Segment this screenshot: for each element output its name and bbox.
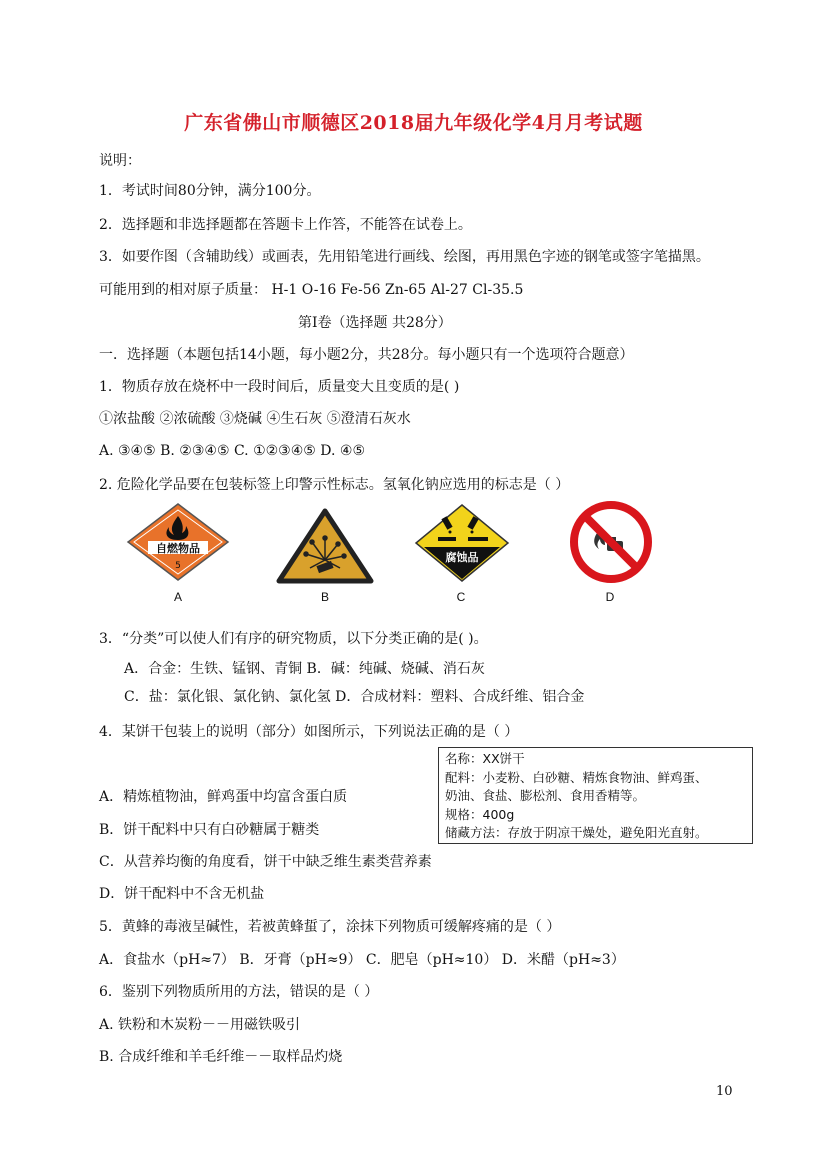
- q4-option-a: A．精炼植物油，鲜鸡蛋中均富含蛋白质: [99, 789, 348, 805]
- document-title: 广东省佛山市顺德区2018届九年级化学4月月考试题: [184, 112, 643, 134]
- sign-b-label: B: [320, 590, 329, 604]
- instruction-2: 2．选择题和非选择题都在答题卡上作答，不能答在试卷上。: [99, 217, 472, 233]
- sign-a-class: 5: [175, 561, 181, 571]
- label-line-2: 配料：小麦粉、白砂糖、精炼食物油、鲜鸡蛋、: [445, 769, 708, 785]
- label-line-1: 名称：XX饼干: [445, 751, 525, 766]
- q4-stem: 4．某饼干包装上的说明（部分）如图所示，下列说法正确的是（ ）: [99, 724, 519, 740]
- label-line-5: 储藏方法：存放于阴凉干燥处，避免阳光直射。: [445, 825, 708, 840]
- atomic-masses: 可能用到的相对原子质量： H-1 O-16 Fe-56 Zn-65 Al-27 Cl-35.5: [99, 282, 524, 298]
- instruction-3: 3．如要作图（含辅助线）或画表，先用铅笔进行画线、绘图，再用黑色字迹的钢笔或签字笔描黑。: [99, 249, 710, 265]
- q6-option-a: A. 铁粉和木炭粉－－用磁铁吸引: [99, 1017, 301, 1033]
- sign-c-label: C: [456, 590, 466, 604]
- corrosive-sign: [414, 503, 510, 583]
- no-fire-sign: [563, 501, 659, 583]
- q1-options: A. ③④⑤ B. ②③④⑤ C. ①②③④⑤ D. ④⑤: [99, 443, 365, 459]
- q6-stem: 6．鉴别下列物质所用的方法，错误的是（ ）: [99, 984, 379, 1000]
- biscuit-label-box: [438, 747, 753, 844]
- q1-items: ①浓盐酸 ②浓硫酸 ③烧碱 ④生石灰 ⑤澄清石灰水: [99, 411, 411, 427]
- q3-row1: A．合金：生铁、锰钢、青铜 B．碱：纯碱、烧碱、消石灰: [124, 661, 485, 677]
- q3-row2: C．盐：氯化银、氯化钠、氯化氢 D．合成材料：塑料、合成纤维、铝合金: [124, 689, 585, 705]
- section-title: 第Ⅰ卷（选择题 共28分）: [298, 315, 452, 331]
- q4-option-b: B．饼干配料中只有白砂糖属于糖类: [99, 822, 320, 838]
- sign-a-label: A: [173, 590, 182, 604]
- q5-options: A．食盐水（pH≈7） B．牙膏（pH≈9） C．肥皂（pH≈10） D．米醋（pH≈3）: [99, 952, 625, 968]
- sign-c-text: 腐蚀品: [445, 551, 479, 564]
- q2-stem: 2. 危险化学品要在包装标签上印警示性标志。氢氧化钠应选用的标志是（ ）: [99, 477, 570, 493]
- sign-a-text: 自燃物品: [156, 542, 200, 555]
- page-number: 10: [716, 1084, 733, 1099]
- part-one-heading: 一．选择题（本题包括14小题，每小题2分，共28分。每小题只有一个选项符合题意）: [99, 347, 634, 363]
- q4-option-c: C．从营养均衡的角度看，饼干中缺乏维生素类营养素: [99, 854, 432, 870]
- q3-stem: 3．“分类”可以使人们有序的研究物质，以下分类正确的是( )。: [99, 631, 488, 647]
- instructions-heading: 说明：: [99, 153, 141, 169]
- q6-option-b: B. 合成纤维和羊毛纤维－－取样品灼烧: [99, 1049, 343, 1065]
- instruction-1: 1．考试时间80分钟，满分100分。: [99, 183, 321, 199]
- sign-d-label: D: [605, 590, 615, 604]
- label-line-3: 奶油、食盐、膨松剂、食用香精等。: [445, 788, 646, 803]
- label-line-4: 规格：400g: [445, 806, 515, 822]
- explosive-sign: [276, 508, 374, 584]
- q4-option-d: D．饼干配料中不含无机盐: [99, 886, 265, 902]
- flammable-sign: [126, 502, 230, 582]
- q1-stem: 1．物质存放在烧杯中一段时间后，质量变大且变质的是( ): [99, 379, 460, 395]
- q5-stem: 5．黄蜂的毒液呈碱性，若被黄蜂蜇了，涂抹下列物质可缓解疼痛的是（ ）: [99, 919, 561, 935]
